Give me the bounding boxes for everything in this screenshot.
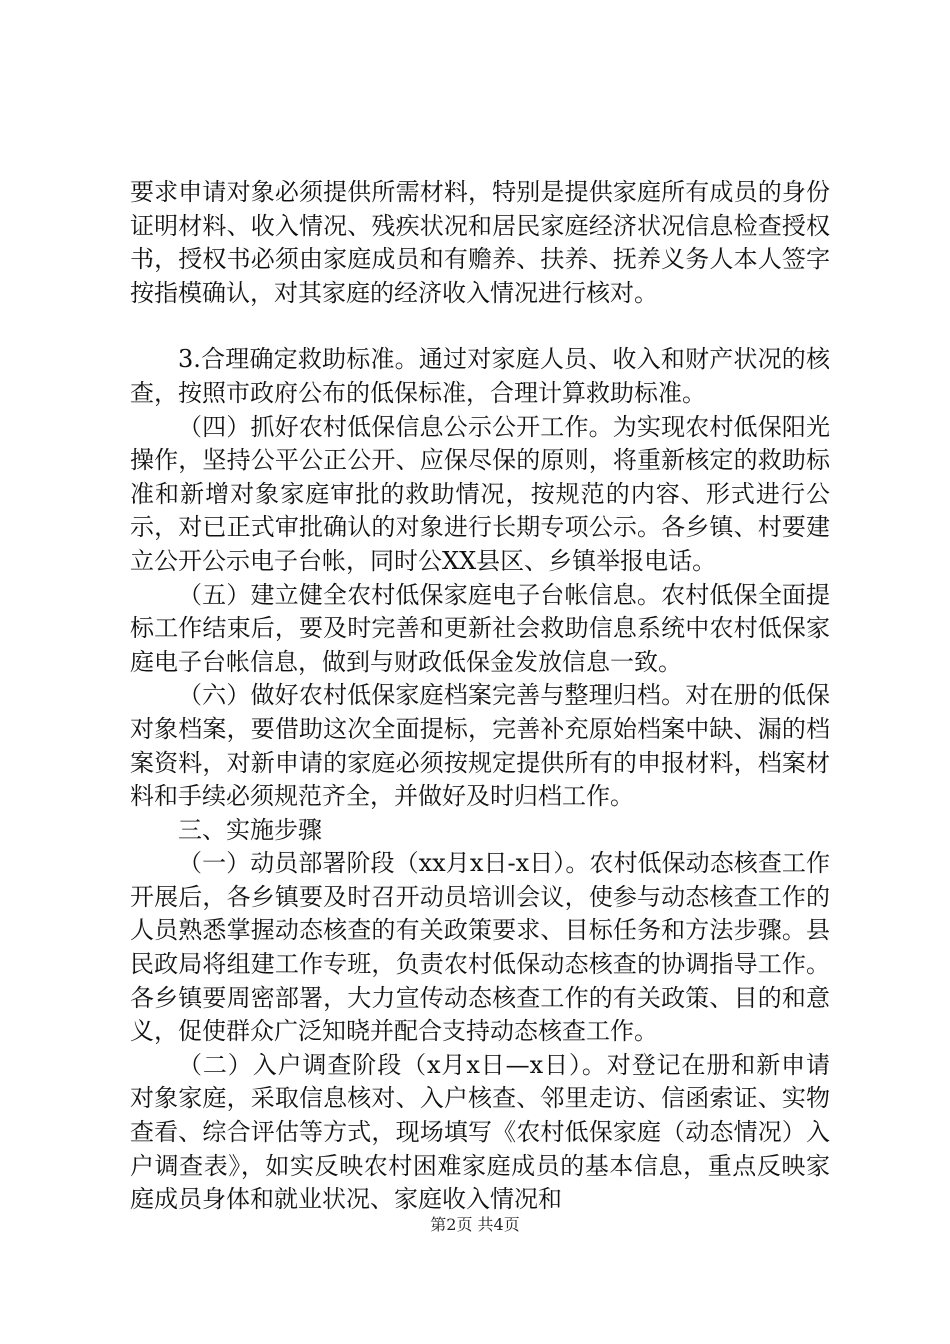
paragraph-publicity: （四）抓好农村低保信息公示公开工作。为实现农村低保阳光操作，坚持公平公正公开、应保尽保的原则，将重新核定的救助标准和新增对象家庭审批的救助情况，按规范的内容、形式进行公示，对已正式审批确认的对象进行长期专项公示。各乡镇、村要建立公开公示电子台帐，同时公XX县区、乡镇举报电话。 [130, 412, 830, 575]
document-body [130, 176, 830, 1217]
paragraph-ledger: （五）建立健全农村低保家庭电子台帐信息。农村低保全面提标工作结束后，要及时完善和更新社会救助信息系统中农村低保家庭电子台帐信息，做到与财政低保金发放信息一致。 [130, 580, 830, 676]
section-heading-steps: 三、实施步骤 [178, 815, 322, 844]
paragraph-materials: 要求申请对象必须提供所需材料，特别是提供家庭所有成员的身份证明材料、收入情况、残疾状况和居民家庭经济状况信息检查授权书，授权书必须由家庭成员和有赡养、扶养、抚养义务人本人签字按指模确认，对其家庭的经济收入情况进行核对。 [130, 178, 830, 307]
page-number-footer: 第2页 共4页 [430, 1215, 520, 1234]
paragraph-mobilization: （一）动员部署阶段（xx月x日-x日）。农村低保动态核查工作开展后，各乡镇要及时召开动员培训会议，使参与动态核查工作的人员熟悉掌握动态核查的有关政策要求、目标任务和方法步骤。县民政局将组建工作专班，负责农村低保动态核查的协调指导工作。各乡镇要周密部署，大力宣传动态核查工作的有关政策、目的和意义，促使群众广泛知晓并配合支持动态核查工作。 [130, 849, 830, 1046]
paragraph-standard: 3.合理确定救助标准。通过对家庭人员、收入和财产状况的核查，按照市政府公布的低保标准，合理计算救助标准。 [130, 345, 830, 407]
paragraph-survey: （二）入户调查阶段（x月x日—x日）。对登记在册和新申请对象家庭，采取信息核对、入户核查、邻里走访、信函索证、实物查看、综合评估等方式，现场填写《农村低保家庭（动态情况）入户调查表》，如实反映农村困难家庭成员的基本信息，重点反映家庭成员身体和就业状况、家庭收入情况和 [130, 1050, 830, 1214]
paragraph-archive: （六）做好农村低保家庭档案完善与整理归档。对在册的低保对象档案，要借助这次全面提标，完善补充原始档案中缺、漏的档案资料，对新申请的家庭必须按规定提供所有的申报材料，档案材料和手续必须规范齐全，并做好及时归档工作。 [130, 681, 830, 811]
